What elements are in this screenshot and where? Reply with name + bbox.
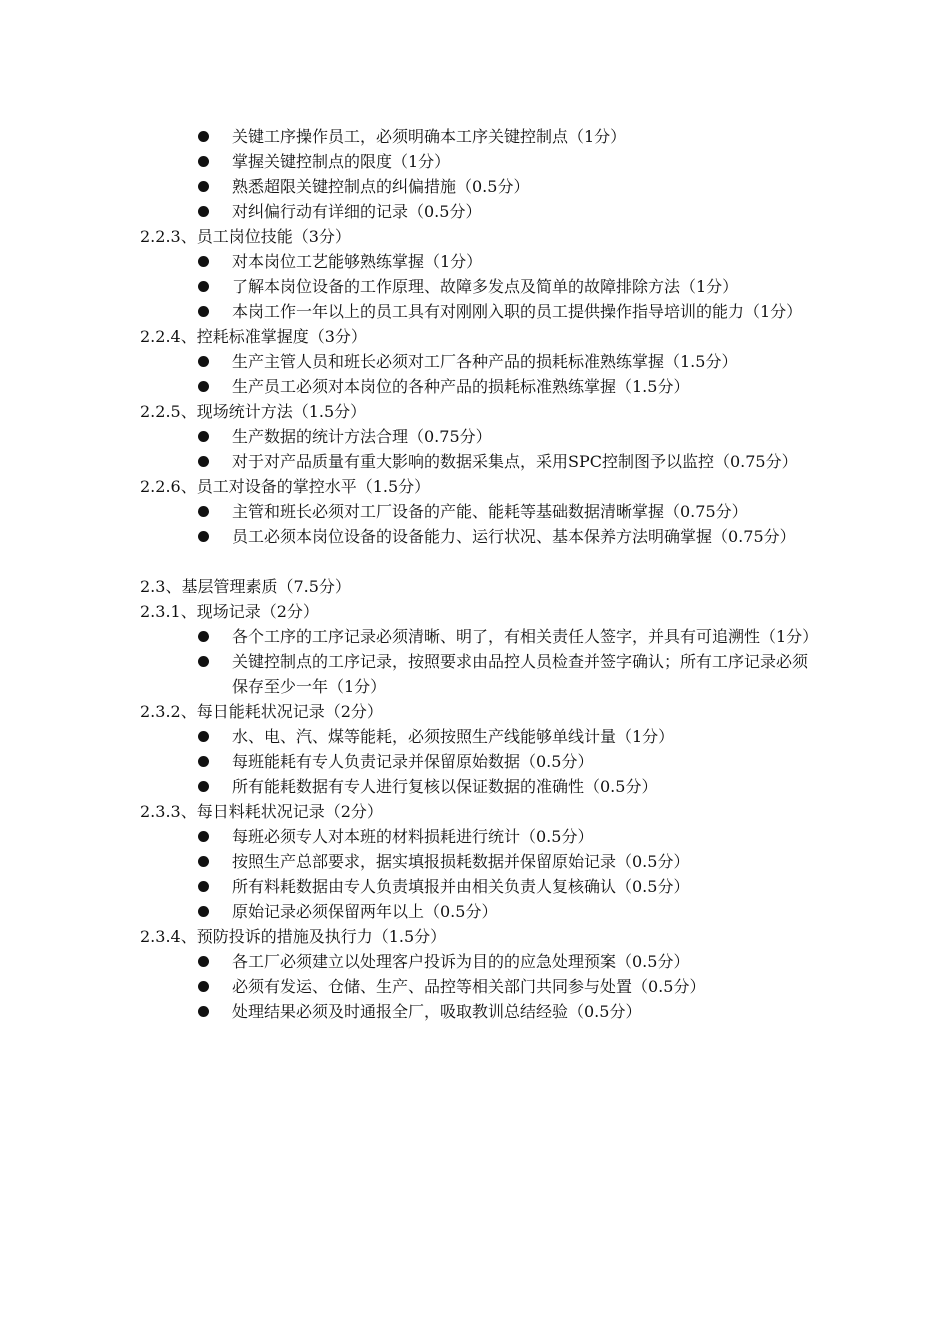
list-item [0, 199, 950, 224]
bullet-icon [198, 1006, 209, 1017]
list-item-text: 每班必须专人对本班的材料损耗进行统计（0.5分） [232, 827, 594, 846]
bullet-icon [198, 631, 209, 642]
list-item-text: 按照生产总部要求，据实填报损耗数据并保留原始记录（0.5分） [232, 852, 690, 871]
list-item [0, 249, 950, 274]
list-item-text: 所有料耗数据由专人负责填报并由相关负责人复核确认（0.5分） [232, 877, 690, 896]
list-item [0, 724, 950, 749]
list-item-text: 生产员工必须对本岗位的各种产品的损耗标准熟练掌握（1.5分） [232, 377, 690, 396]
bullet-icon [198, 731, 209, 742]
list-item-text: 所有能耗数据有专人进行复核以保证数据的准确性（0.5分） [232, 777, 658, 796]
section-heading: 2.2.3、员工岗位技能（3分） [140, 227, 351, 246]
bullet-icon [198, 906, 209, 917]
list-item-text: 掌握关键控制点的限度（1分） [232, 152, 451, 171]
bullet-icon [198, 756, 209, 767]
list-item [0, 774, 950, 799]
section-heading: 2.3、基层管理素质（7.5分） [140, 577, 351, 596]
bullet-icon [198, 881, 209, 892]
list-item [0, 374, 950, 399]
list-item [0, 124, 950, 149]
bullet-icon [198, 156, 209, 167]
bullet-icon [198, 531, 209, 542]
list-item-text: 原始记录必须保留两年以上（0.5分） [232, 902, 498, 921]
list-item-text: 处理结果必须及时通报全厂，吸取教训总结经验（0.5分） [232, 1002, 642, 1021]
list-item [0, 749, 950, 774]
bullet-icon [198, 781, 209, 792]
blank-line [0, 549, 950, 574]
list-item [0, 149, 950, 174]
list-item-text: 对于对产品质量有重大影响的数据采集点，采用SPC控制图予以监控（0.75分） [232, 452, 798, 471]
list-item-text: 生产数据的统计方法合理（0.75分） [232, 427, 492, 446]
list-item-text: 对本岗位工艺能够熟练掌握（1分） [232, 252, 483, 271]
list-item [0, 824, 950, 849]
bullet-icon [198, 131, 209, 142]
list-item [0, 624, 950, 649]
section-heading: 2.3.1、现场记录（2分） [140, 602, 319, 621]
list-item-text: 了解本岗位设备的工作原理、故障多发点及简单的故障排除方法（1分） [232, 277, 739, 296]
list-item [0, 899, 950, 924]
list-item-text: 每班能耗有专人负责记录并保留原始数据（0.5分） [232, 752, 594, 771]
list-item-text: 员工必须本岗位设备的设备能力、运行状况、基本保养方法明确掌握（0.75分） [232, 527, 796, 546]
list-item-text: 本岗工作一年以上的员工具有对刚刚入职的员工提供操作指导培训的能力（1分） [232, 302, 803, 321]
list-item [0, 274, 950, 299]
list-item [0, 974, 950, 999]
list-item [0, 524, 950, 549]
list-item [0, 999, 950, 1024]
list-item-text: 对纠偏行动有详细的记录（0.5分） [232, 202, 482, 221]
bullet-icon [198, 206, 209, 217]
bullet-icon [198, 356, 209, 367]
list-item [0, 874, 950, 899]
bullet-icon [198, 181, 209, 192]
list-item-text: 生产主管人员和班长必须对工厂各种产品的损耗标准熟练掌握（1.5分） [232, 352, 738, 371]
document-body [0, 124, 950, 1024]
bullet-icon [198, 431, 209, 442]
list-item-text: 必须有发运、仓储、生产、品控等相关部门共同参与处置（0.5分） [232, 977, 706, 996]
list-item [0, 424, 950, 449]
section-heading: 2.3.3、每日料耗状况记录（2分） [140, 802, 383, 821]
list-item [0, 949, 950, 974]
list-item [0, 649, 950, 699]
list-item-text: 关键工序操作员工，必须明确本工序关键控制点（1分） [232, 127, 627, 146]
bullet-icon [198, 456, 209, 467]
list-item [0, 849, 950, 874]
bullet-icon [198, 381, 209, 392]
bullet-icon [198, 256, 209, 267]
bullet-icon [198, 856, 209, 867]
section-heading: 2.2.6、员工对设备的掌控水平（1.5分） [140, 477, 431, 496]
list-item-text: 关键控制点的工序记录，按照要求由品控人员检查并签字确认；所有工序记录必须保存至少一年（1分） [232, 652, 809, 696]
bullet-icon [198, 306, 209, 317]
bullet-icon [198, 831, 209, 842]
list-item-text: 水、电、汽、煤等能耗，必须按照生产线能够单线计量（1分） [232, 727, 675, 746]
bullet-icon [198, 981, 209, 992]
list-item-text: 熟悉超限关键控制点的纠偏措施（0.5分） [232, 177, 530, 196]
list-item [0, 174, 950, 199]
list-item [0, 449, 950, 474]
list-item [0, 349, 950, 374]
section-heading: 2.3.4、预防投诉的措施及执行力（1.5分） [140, 927, 447, 946]
section-heading: 2.2.4、控耗标准掌握度（3分） [140, 327, 367, 346]
list-item [0, 299, 950, 324]
section-heading: 2.3.2、每日能耗状况记录（2分） [140, 702, 383, 721]
list-item-text: 各工厂必须建立以处理客户投诉为目的的应急处理预案（0.5分） [232, 952, 690, 971]
bullet-icon [198, 956, 209, 967]
section-heading: 2.2.5、现场统计方法（1.5分） [140, 402, 367, 421]
bullet-icon [198, 656, 209, 667]
list-item [0, 499, 950, 524]
list-item-text: 主管和班长必须对工厂设备的产能、能耗等基础数据清晰掌握（0.75分） [232, 502, 748, 521]
list-item-text: 各个工序的工序记录必须清晰、明了，有相关责任人签字，并具有可追溯性（1分） [232, 627, 819, 646]
bullet-icon [198, 281, 209, 292]
bullet-icon [198, 506, 209, 517]
